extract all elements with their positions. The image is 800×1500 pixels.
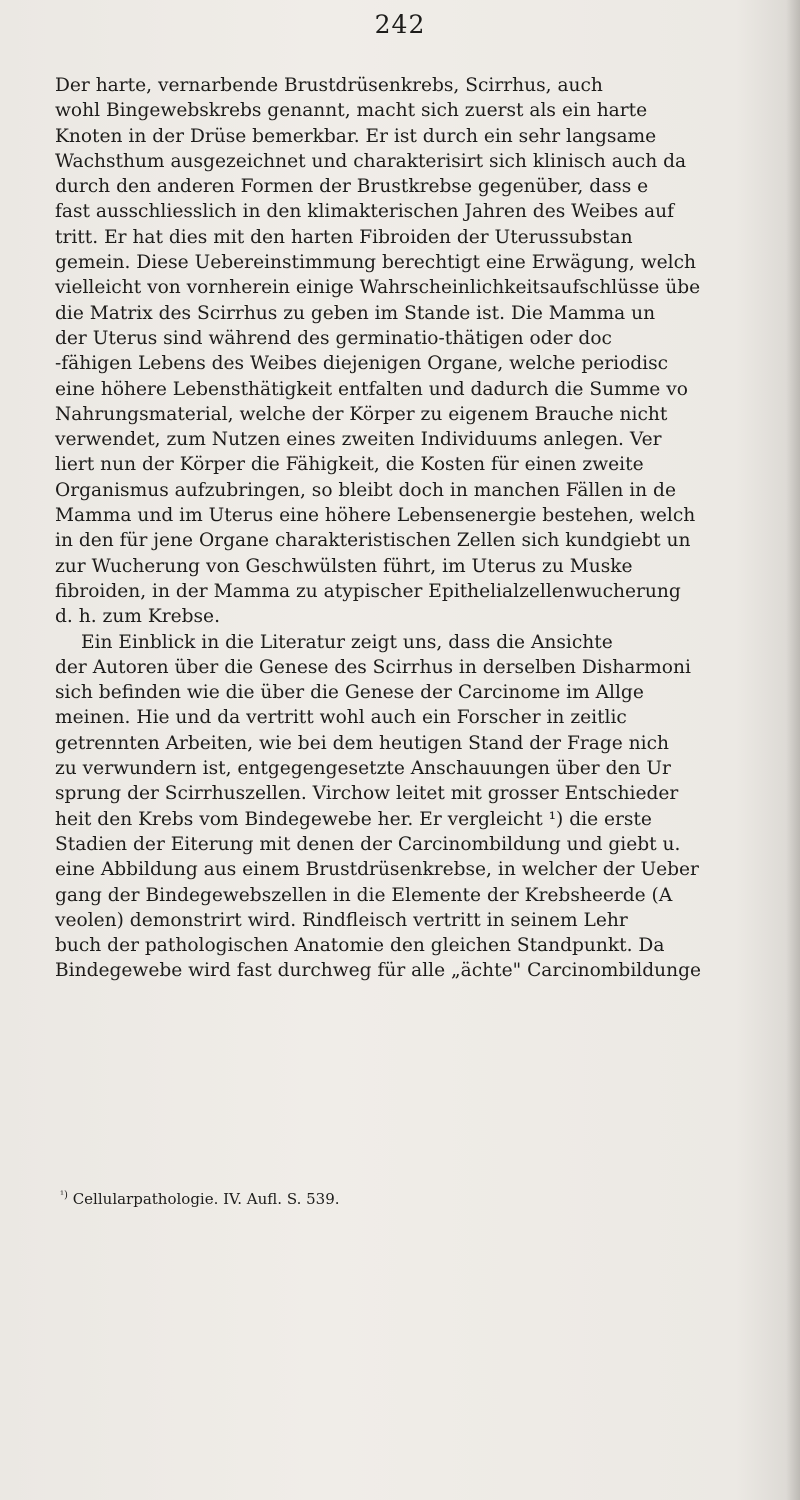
text-line: der Autoren über die Genese des Scirrhus in derselben Disharmoni <box>55 656 691 678</box>
text-line: veolen) demonstrirt wird. Rindfleisch vertritt in seinem Lehr <box>55 909 628 931</box>
text-line: zu verwundern ist, entgegengesetzte Anschauungen über den Ur <box>55 758 671 780</box>
text-line: Der harte, vernarbende Brustdrüsenkrebs, Scirrhus, auch <box>55 75 603 96</box>
text-line: liert nun der Körper die Fähigkeit, die Kosten für einen zweite <box>55 454 644 476</box>
text-line: gemein. Diese Uebereinstimmung berechtigt eine Erwägung, welch <box>55 252 697 274</box>
text-line: Stadien der Eiterung mit denen der Carcinombildung und giebt u. <box>55 833 681 855</box>
text-line: sprung der Scirrhuszellen. Virchow leitet mit grosser Entschieder <box>55 783 679 805</box>
body-text <box>55 73 800 984</box>
text-line: Ein Einblick in die Literatur zeigt uns, dass die Ansichte <box>81 631 613 653</box>
text-line: Organismus aufzubringen, so bleibt doch in manchen Fällen in de <box>55 479 676 501</box>
text-line: vielleicht von vornherein einige Wahrscheinlichkeitsaufschlüsse übe <box>55 277 701 299</box>
text-line: Mamma und im Uterus eine höhere Lebensenergie bestehen, welch <box>55 505 696 527</box>
text-line: zur Wucherung von Geschwülsten führt, im Uterus zu Muske <box>55 555 633 577</box>
text-line: d. h. zum Krebse. <box>55 606 220 628</box>
text-line: meinen. Hie und da vertritt wohl auch ein Forscher in zeitlic <box>55 707 627 729</box>
text-line: gang der Bindegewebszellen in die Elemente der Krebsheerde (A <box>55 884 673 906</box>
footnote-marker: ¹) <box>60 1190 68 1201</box>
text-line: buch der pathologischen Anatomie den gleichen Standpunkt. Da <box>55 935 665 957</box>
footnote-text: Cellularpathologie. IV. Aufl. S. 539. <box>72 1190 340 1208</box>
text-line: heit den Krebs vom Bindegewebe her. Er vergleicht ¹) die erste <box>55 808 652 830</box>
text-line: tritt. Er hat dies mit den harten Fibroiden der Uterussubstan <box>55 226 633 248</box>
text-line: Knoten in der Drüse bemerkbar. Er ist durch ein sehr langsame <box>55 125 657 147</box>
text-line: -fähigen Lebens des Weibes diejenigen Organe, welche periodisc <box>55 353 669 375</box>
text-line: wohl Bingewebskrebs genannt, macht sich zuerst als ein harte <box>55 100 648 122</box>
text-line: verwendet, zum Nutzen eines zweiten Individuums anlegen. Ver <box>55 429 662 451</box>
page-number: 242 <box>374 10 426 39</box>
text-line: getrennten Arbeiten, wie bei dem heutigen Stand der Frage nich <box>55 732 669 754</box>
text-line: eine Abbildung aus einem Brustdrüsenkrebse, in welcher der Ueber <box>55 859 699 881</box>
text-line: der Uterus sind während des germinatio-thätigen oder doc <box>55 327 612 349</box>
text-line: eine höhere Lebensthätigkeit entfalten und dadurch die Summe vo <box>55 378 688 400</box>
text-line: Bindegewebe wird fast durchweg für alle „ächte" Carcinombildunge <box>55 960 701 982</box>
footnote <box>60 1190 340 1208</box>
text-line: sich befinden wie die über die Genese der Carcinome im Allge <box>55 682 644 704</box>
text-line: durch den anderen Formen der Brustkrebse gegenüber, dass e <box>55 176 649 198</box>
text-line: in den für jene Organe charakteristischen Zellen sich kundgiebt un <box>55 530 691 552</box>
text-line: Nahrungsmaterial, welche der Körper zu eigenem Brauche nicht <box>55 403 668 425</box>
text-line: die Matrix des Scirrhus zu geben im Stande ist. Die Mamma un <box>55 302 656 324</box>
text-line: Wachsthum ausgezeichnet und charakterisirt sich klinisch auch da <box>55 150 687 172</box>
text-line: fibroiden, in der Mamma zu atypischer Epithelialzellenwucherung <box>55 580 681 602</box>
text-line: fast ausschliesslich in den klimakterischen Jahren des Weibes auf <box>55 201 674 223</box>
